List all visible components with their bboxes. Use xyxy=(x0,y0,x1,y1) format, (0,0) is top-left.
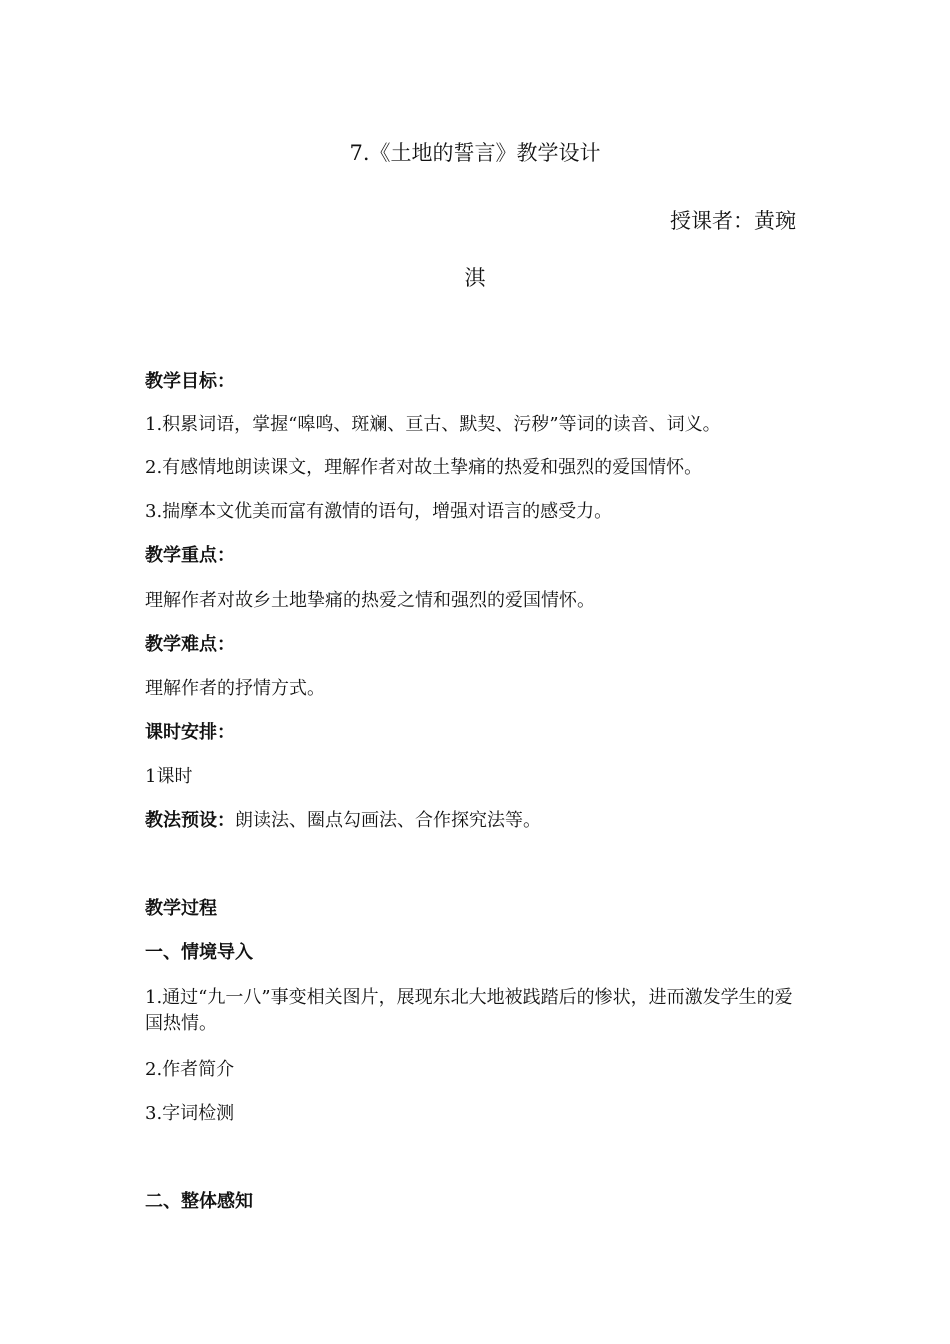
goal-item-2: 2.有感情地朗读课文，理解作者对故土挚痛的热爱和强烈的爱国情怀。 xyxy=(145,457,703,478)
difficulty-heading: 教学难点： xyxy=(145,634,235,655)
schedule-heading: 课时安排： xyxy=(145,722,235,743)
goal-item-1: 1.积累词语，掌握“嗥鸣、斑斓、亘古、默契、污秽”等词的读音、词义。 xyxy=(145,414,721,435)
key-point-text: 理解作者对故乡土地挚痛的热爱之情和强烈的爱国情怀。 xyxy=(145,590,595,611)
section1-item-3: 3.字词检测 xyxy=(145,1103,235,1124)
key-point-heading: 教学重点： xyxy=(145,545,235,566)
method-heading: 教法预设： xyxy=(145,810,235,831)
schedule-text: 1课时 xyxy=(145,766,193,787)
section1-item-1: 1.通过“九一八”事变相关图片，展现东北大地被践踏后的惨状，进而激发学生的爱国热情。 xyxy=(145,987,793,1034)
goals-heading: 教学目标： xyxy=(145,371,235,392)
process-heading: 教学过程 xyxy=(145,898,217,919)
document-title: 7.《土地的誓言》教学设计 xyxy=(349,141,601,165)
method-line xyxy=(145,809,541,833)
difficulty-text: 理解作者的抒情方式。 xyxy=(145,678,325,699)
teacher-name-line2: 淇 xyxy=(464,266,486,290)
method-text: 朗读法、圈点勾画法、合作探究法等。 xyxy=(235,810,541,831)
section1-item-2: 2.作者简介 xyxy=(145,1059,235,1080)
section2-heading: 二、整体感知 xyxy=(145,1191,253,1212)
goal-item-3: 3.揣摩本文优美而富有激情的语句，增强对语言的感受力。 xyxy=(145,501,613,522)
section1-heading: 一、情境导入 xyxy=(145,942,253,963)
teacher-name-line1: 授课者：黄琬 xyxy=(670,209,796,233)
